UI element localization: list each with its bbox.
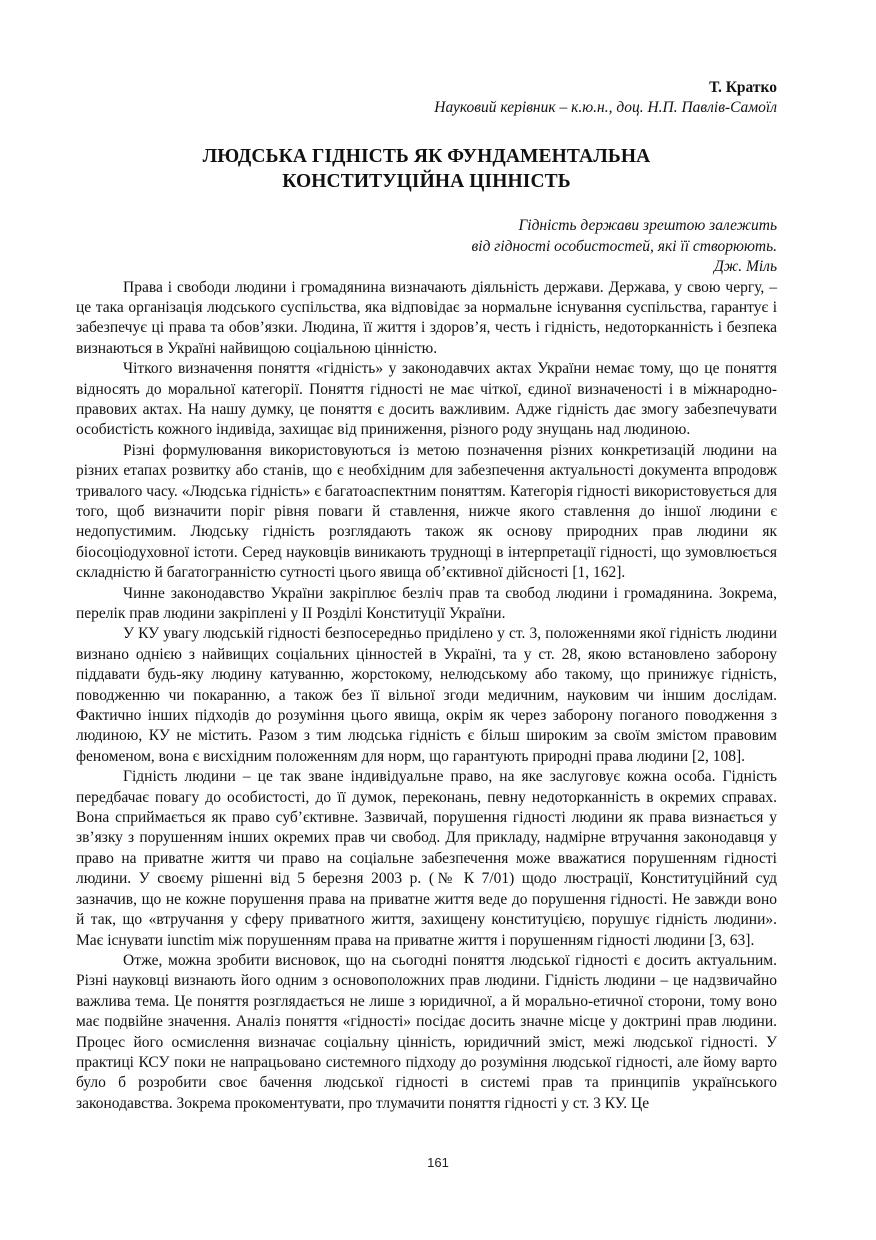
epigraph-line-1: Гідність держави зрештою залежить (518, 217, 777, 234)
page-number: 161 (427, 1155, 449, 1170)
title-line-2: КОНСТИТУЦІЙНА ЦІННІСТЬ (282, 171, 571, 192)
paragraph: Гідність людини – це так зване індивідуальне право, на яке заслуговує кожна особа. Гідність передбачає повагу до особистості, до її думок, переконань, певну недоторканність в окремих справах. Вона сприймається як право суб’єктивне. Зазвичай, порушення гідності людини як права визнається у зв’язку з порушенням інших окремих прав чи свобод. Для прикладу, надмірне втручання законодавця у право на приватне життя чи право на соціальне забезпечення може вважатися порушенням гідності людини. У своєму рішенні від 5 березня 2003 р. (№ К 7/01) щодо люстрації, Конституційний суд зазначив, що не кожне порушення права на приватне життя веде до порушення гідності. Не завжди воно й так, що «втручання у сферу приватного життя, захищену конституцією, порушує гідність людини». Має існувати iunctim між порушенням права на приватне життя і порушенням гідності людини [3, 63]. (76, 768, 777, 949)
supervisor-line: Науковий керівник – к.ю.н., доц. Н.П. Павлів-Самоїл (434, 99, 777, 116)
document-page (76, 78, 777, 1114)
paragraph: Отже, можна зробити висновок, що на сьогодні поняття людської гідності є досить актуальним. Різні науковці визнають його одним з основоположних прав людини. Гідність людини – це надзвичайно важлива тема. Це поняття розглядається не лише з юридичної, а й морально-етичної сторони, тому воно має подвійне значення. Аналіз поняття «гідності» посідає досить значне місце у доктрині прав людини. Процес його осмислення визначає соціальну цінність, юридичний зміст, межі людської гідності. У практиці КСУ поки не напрацьовано системного підходу до розуміння людської гідності, але йому варто було б розробити своє бачення людської гідності в системі прав та принципів українського законодавства. Зокрема прокоментувати, про тлумачити поняття гідності у ст. 3 КУ. Це (76, 951, 777, 1112)
author-name: Т. Кратко (709, 79, 777, 96)
paragraph: Різні формулювання використовуються із метою позначення різних конкретизацій людини на різних етапах розвитку або станів, що є необхідним для забезпечення актуальності документа впродовж тривалого часу. «Людська гідність» є багатоаспектним поняттям. Категорія гідності використовується для того, щоб визначити поріг рівня поваги й ставлення, нижче якого ставлення до іншої людини є недопустимим. Людську гідність розглядають також як основу природних прав людини як біосоціодуховної істоти. Серед науковців виникають труднощі в інтерпретації гідності, що зумовлюється складністю й багатогранністю сутності цього явища об’єктивної дійсності [1, 162]. (76, 441, 777, 582)
paragraph: Чинне законодавство України закріплює безліч прав та свобод людини і громадянина. Зокрема, перелік прав людини закріплені у II Розділі Конституції України. (76, 584, 777, 622)
article-title (76, 144, 777, 194)
epigraph-line-2: від гідності особистостей, які її створюють. (471, 237, 777, 255)
title-line-1: ЛЮДСЬКА ГІДНІСТЬ ЯК ФУНДАМЕНТАЛЬНА (202, 146, 651, 167)
epigraph-attribution: Дж. Міль (713, 258, 777, 275)
paragraph: Чіткого визначення поняття «гідність» у законодавчих актах України немає тому, що це поняття відносять до моральної категорії. Поняття гідності не має чіткої, єдиної визначеності і в міжнародно-правових актах. На нашу думку, це поняття є досить важливим. Адже гідність дає змогу забезпечувати особистість кожного індивіда, захищає від приниження, різного роду знущань над людиною. (76, 360, 777, 439)
paragraph: У КУ увагу людській гідності безпосередньо приділено у ст. 3, положеннями якої гідність людини визнано однією з найвищих соціальних цінностей в Україні, та у ст. 28, якою встановлено заборону піддавати будь-яку людину катуванню, жорстокому, нелюдському або такому, що принижує гідність, поводженню чи покаранню, а також без її вільної згоди медичним, науковим чи іншим дослідам. Фактично інших підходів до розуміння цього явища, окрім як через заборону поганого поводження з людиною, КУ не містить. Разом з тим людська гідність є більш широким за своїм змістом правовим феноменом, вона є висхідним положенням для норм, що гарантують природні права людини [2, 108]. (76, 625, 777, 765)
epigraph (76, 216, 777, 278)
article-body (76, 278, 777, 1115)
paragraph: Права і свободи людини і громадянина визначають діяльність держави. Держава, у свою чергу, – це така організація людського суспільства, яка відповідає за нормальне існування суспільства, гарантує і забезпечує ці права та обов’язки. Людина, її життя і здоров’я, честь і гідність, недоторканність і безпека визнаються в Україні найвищою соціальною цінністю. (76, 278, 777, 357)
